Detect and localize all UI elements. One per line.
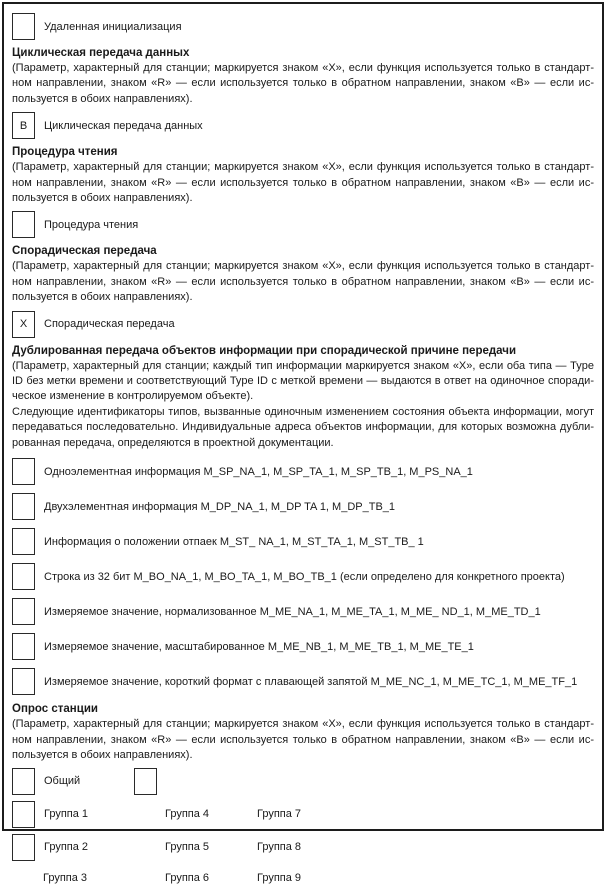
section-title-cyclic: Циклическая передача данных (12, 47, 190, 59)
group-label: Группа 2 (44, 841, 89, 854)
cyclic-label: Циклическая передача данных (44, 119, 203, 132)
section-para-duplicate (12, 359, 594, 451)
group-label: Группа 5 (165, 841, 210, 854)
para-line: рованная передача, определяются в проектной документации. (12, 436, 334, 449)
checkbox-interrogation-global[interactable] (12, 768, 35, 795)
section-para-sporadic (12, 259, 594, 305)
read-row (12, 211, 594, 238)
group-label: Группа 9 (257, 872, 302, 885)
para-line: (Параметр, характерный для станции; каждый тип информации маркируется знаком «X», если оба типа — Type (12, 359, 594, 372)
grid-cell (257, 872, 594, 884)
checkbox-sporadic[interactable]: X (12, 311, 35, 338)
grid-cell (12, 834, 134, 861)
checkbox-read[interactable] (12, 211, 35, 238)
para-line: ческое изменение в контролируемом объекте). (12, 390, 254, 403)
grid-cell (257, 841, 594, 853)
remote-init-row (12, 13, 594, 40)
para-line: ном направлении, знаком «R» — если используется только в обратном направлении, знаком «В» — если ис- (12, 275, 594, 288)
para-line: ном направлении, знаком «R» — если используется только в обратном направлении, знаком «В» — если ис- (12, 176, 594, 189)
para-line: пользуется в обоих направлениях). (12, 192, 193, 205)
checkbox-interrogation-extra[interactable] (134, 768, 157, 795)
para-line: (Параметр, характерный для станции; маркируется знаком «X», если функция используется только в стандарт- (12, 260, 594, 273)
section-title-duplicate: Дублированная передача объектов информации при спорадической причине передачи (12, 344, 517, 357)
checkbox-measured-normalized[interactable] (12, 598, 35, 625)
para-line: ном направлении, знаком «R» — если используется только в обратном направлении, знаком «В» — если ис- (12, 733, 594, 746)
interrogation-row-1 (12, 800, 594, 828)
checkbox-bitstring-32[interactable] (12, 563, 35, 590)
grid-cell (134, 768, 257, 795)
grid-cell (134, 841, 257, 853)
dup-item-label: Измеряемое значение, короткий формат с плавающей запятой M_ME_NC_1, M_ME_TC_1, M_ME_TF_1 (44, 675, 578, 688)
grid-cell (12, 768, 134, 795)
checkbox-step-position[interactable] (12, 528, 35, 555)
checkbox-single-point[interactable] (12, 458, 35, 485)
para-line: (Параметр, характерный для станции; маркируется знаком «X», если функция используется только в стандарт- (12, 161, 594, 174)
para-line: ID без метки времени и соответствующий Type ID с меткой времени — выдаются в ответ на одиночное споради- (12, 375, 594, 388)
dup-item-label: Информация о положении отпаек M_ST_ NA_1, M_ST_TA_1, M_ST_TB_ 1 (44, 535, 424, 548)
group-label: Группа 4 (165, 808, 210, 821)
interrogation-row-3 (12, 869, 594, 887)
grid-cell (257, 808, 594, 820)
checkbox-group-2[interactable] (12, 834, 35, 861)
document-content (4, 4, 602, 887)
duplicate-items (11, 458, 594, 695)
dup-item-label: Измеряемое значение, масштабированное M_ME_NB_1, M_ME_TB_1, M_ME_TE_1 (44, 640, 474, 653)
cyclic-row (12, 112, 594, 139)
para-line: пользуется в обоих направлениях). (12, 291, 193, 304)
sporadic-row (12, 311, 594, 338)
interrogation-global-label: Общий (44, 775, 81, 788)
page-frame (2, 2, 604, 885)
dup-item-row (12, 563, 594, 590)
grid-cell (12, 801, 134, 828)
interrogation-row-2 (12, 833, 594, 861)
checkbox-cyclic[interactable]: В (12, 112, 35, 139)
interrogation-grid (12, 767, 594, 887)
dup-item-label: Измеряемое значение, нормализованное M_ME_NA_1, M_ME_TA_1, M_ME_ ND_1, M_ME_TD_1 (44, 605, 541, 618)
dup-item-label: Одноэлементная информация M_SP_NA_1, M_SP_TA_1, M_SP_TB_1, M_PS_NA_1 (44, 465, 473, 478)
group-label: Группа 1 (44, 808, 89, 821)
dup-item-row (12, 598, 594, 625)
section-title-sporadic: Спорадическая передача (12, 245, 157, 258)
section-title-read: Процедура чтения (12, 146, 118, 159)
section-para-read (12, 160, 594, 206)
dup-item-row (12, 458, 594, 485)
para-line: ном направлении, знаком «R» — если используется только в обратном направлении, знаком «В» — если ис- (12, 77, 594, 90)
interrogation-row-general (12, 767, 594, 795)
checkbox-measured-scaled[interactable] (12, 633, 35, 660)
section-para-interrogation (12, 717, 594, 763)
checkbox-measured-float[interactable] (12, 668, 35, 695)
para-line: Следующие идентификаторы типов, вызванные одиночным изменением состояния объекта информации, могут (12, 405, 594, 418)
group-label: Группа 7 (257, 808, 302, 821)
dup-item-row (12, 493, 594, 520)
group-label: Группа 3 (43, 872, 88, 885)
group-label: Группа 8 (257, 841, 302, 854)
dup-item-label: Двухэлементная информация M_DP_NA_1, M_DP TA 1, M_DP_TB_1 (44, 500, 396, 513)
grid-cell (12, 872, 134, 884)
remote-init-label: Удаленная инициализация (44, 20, 182, 33)
checkbox-double-point[interactable] (12, 493, 35, 520)
grid-cell (134, 872, 257, 884)
section-title-interrogation: Опрос станции (12, 703, 98, 716)
dup-item-label: Строка из 32 бит M_BO_NA_1, M_BO_TA_1, M_BO_TB_1 (если определено для конкретного проекта) (44, 570, 565, 583)
section-para-cyclic (12, 61, 594, 107)
para-line: (Параметр, характерный для станции; маркируется знаком «X», если функция используется только в стандарт- (12, 62, 594, 74)
dup-item-row (12, 668, 594, 695)
dup-item-row (12, 528, 594, 555)
sporadic-label: Спорадическая передача (44, 318, 175, 331)
group-label: Группа 6 (165, 872, 210, 885)
checkbox-group-1[interactable] (12, 801, 35, 828)
para-line: пользуется в обоих направлениях). (12, 92, 193, 105)
para-line: пользуется в обоих направлениях). (12, 748, 193, 761)
grid-cell (134, 808, 257, 820)
checkbox-remote-init[interactable] (12, 13, 35, 40)
para-line: (Параметр, характерный для станции; маркируется знаком «X», если функция используется только в стандарт- (12, 718, 594, 731)
dup-item-row (12, 633, 594, 660)
read-label: Процедура чтения (44, 218, 139, 231)
para-line: передаваться последовательно. Индивидуальные адреса объектов информации, для которых возможна дубли- (12, 421, 594, 434)
